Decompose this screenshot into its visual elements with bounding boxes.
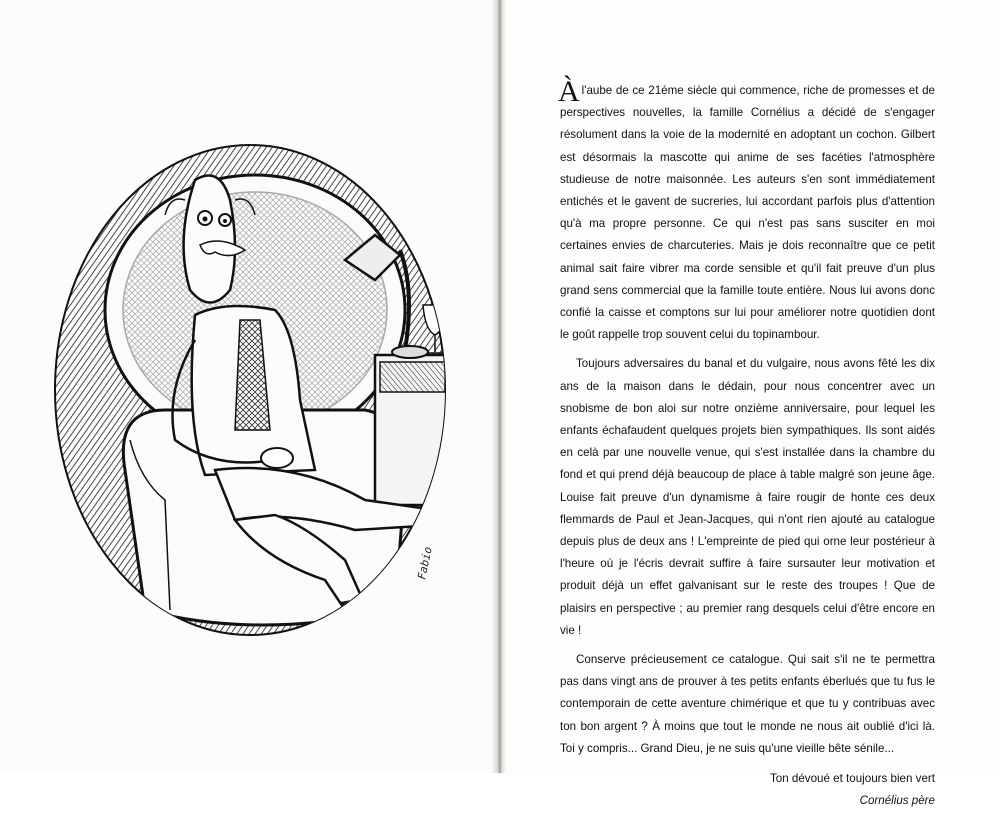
paragraph-2: Toujours adversaires du banal et du vulgaire, nous avons fêté les dix ans de la maison dans le dédain, pour nous concentrer avec un snobisme de bon aloi sur notre onzième anniversaire, pour lequel les enfants échafaudent quelques projets bien sympathiques. Ils sont aidés en celà par une nouvelle venue, qui s'est installée dans la chambre du fond et qui prend déjà beaucoup de place à table malgré son jeune âge. Louise fait preuve d'un dynamisme à faire rougir de honte ces deux flemmards de Paul et Jean-Jacques, qui n'ont rien ajouté au catalogue depuis plus de deux ans ! L'empreinte de pied qui orne leur postérieur à l'heure où je l'écris devrait suffire à faire sursauter leur motivation et produit déjà un effet galvanisant sur le reste des troupes ! Que de plaisirs en perspective ; au premier rang desquels celui d'être encore en vie ! [560, 357, 935, 637]
paragraph-1 [558, 75, 935, 346]
paragraph-3: Conserve précieusement ce catalogue. Qui sait s'il ne te permettra pas dans vingt ans de prouver à tes petits enfants éberlués que tu fus le contemporain de cette aventure chimérique et que tu y contribuas avec ton bon argent ? À moins que tout le monde ne nous ait oublié d'ici là. Toi y compris... Grand Dieu, je ne suis qu'une vieille bête sénile... [560, 653, 935, 755]
paragraph-1-text: l'aube de ce 21éme siècle qui commence, riche de promesses et de perspectives nouvelles, la famille Cornélius a décidé de s'engager résolument dans la voie de la modernité en adoptant un cochon. Gilbert est désormais la mascotte qui anime de ses facéties l'atmosphère studieuse de notre maisonnée. Les auteurs s'en sont immédiatement entichés et le gavent de sucreries, lui accordant parfois plus d'attention qu'à ma propre personne. Ce qui n'est pas sans susciter en moi certaines envies de charcuteries. Mais je dois reconnaître que ce petit animal sait faire vibrer ma corde sensible et qu'il fait preuve d'un plus grand sens commercial que la famille toute entière. Nous lui avons donc confié la caisse et comptons sur lui pour améliorer notre quotidien dont le goût rappelle trop souvent celui du topinambour. [560, 84, 935, 342]
left-page [0, 0, 497, 773]
signoff: Ton dévoué et toujours bien vert [770, 772, 935, 786]
drop-cap: À [558, 75, 580, 108]
letter-text [558, 75, 935, 813]
signature: Cornélius père [859, 794, 935, 808]
artist-signature: Fabio [415, 545, 435, 581]
book-gutter [492, 0, 506, 773]
old-man-in-armchair-drawing [45, 140, 475, 640]
